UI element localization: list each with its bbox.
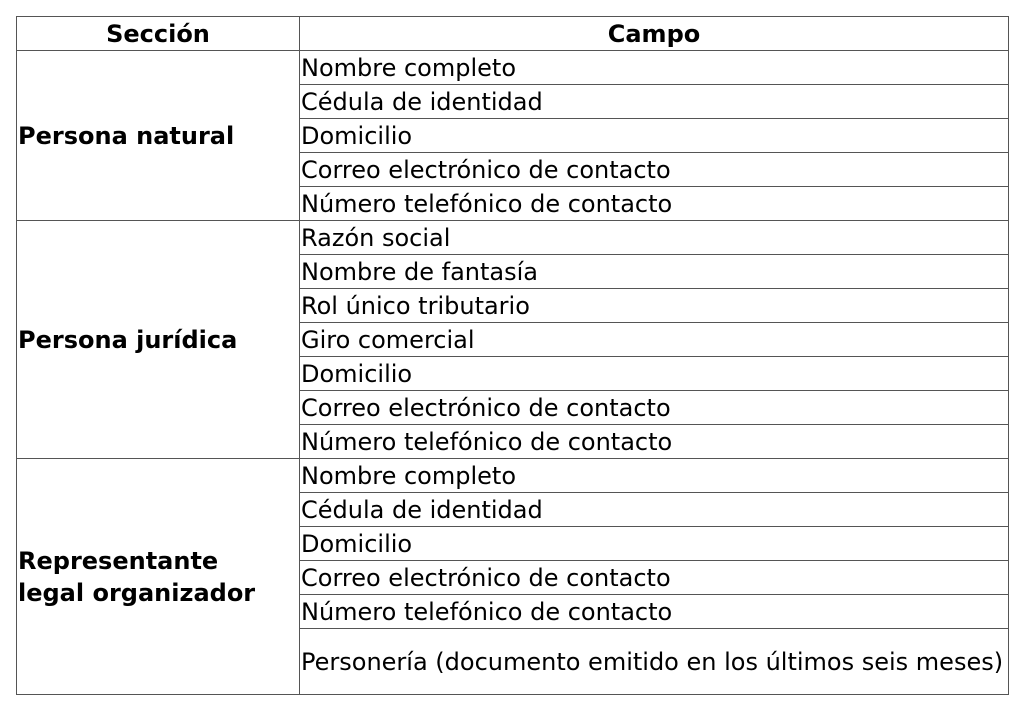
- field-cell: Razón social: [300, 221, 1009, 255]
- section-label: Persona jurídica: [18, 325, 238, 354]
- field-cell: Domicilio: [300, 527, 1009, 561]
- field-cell: Nombre de fantasía: [300, 255, 1009, 289]
- field-cell: Giro comercial: [300, 323, 1009, 357]
- section-cell-persona-natural: [17, 51, 300, 221]
- fields-table: [16, 16, 1009, 695]
- field-cell: Personería (documento emitido en los últimos seis meses): [300, 629, 1009, 695]
- field-cell: Correo electrónico de contacto: [300, 561, 1009, 595]
- field-cell: Número telefónico de contacto: [300, 595, 1009, 629]
- field-cell: Nombre completo: [300, 51, 1009, 85]
- table-row: [17, 221, 1009, 255]
- field-cell: Cédula de identidad: [300, 85, 1009, 119]
- field-cell: Rol único tributario: [300, 289, 1009, 323]
- table-row: [17, 459, 1009, 493]
- field-cell: Nombre completo: [300, 459, 1009, 493]
- field-cell: Correo electrónico de contacto: [300, 153, 1009, 187]
- field-cell: Domicilio: [300, 119, 1009, 153]
- section-cell-representante-legal: [17, 459, 300, 695]
- field-cell: Número telefónico de contacto: [300, 425, 1009, 459]
- field-cell: Domicilio: [300, 357, 1009, 391]
- section-label: Persona natural: [18, 121, 235, 150]
- field-cell: Cédula de identidad: [300, 493, 1009, 527]
- header-section: Sección: [17, 17, 300, 51]
- field-cell: Número telefónico de contacto: [300, 187, 1009, 221]
- field-cell: Correo electrónico de contacto: [300, 391, 1009, 425]
- section-cell-persona-juridica: [17, 221, 300, 459]
- header-row: [17, 17, 1009, 51]
- section-label: Representante legal organizador: [18, 546, 256, 607]
- header-field: Campo: [300, 17, 1009, 51]
- table-row: [17, 51, 1009, 85]
